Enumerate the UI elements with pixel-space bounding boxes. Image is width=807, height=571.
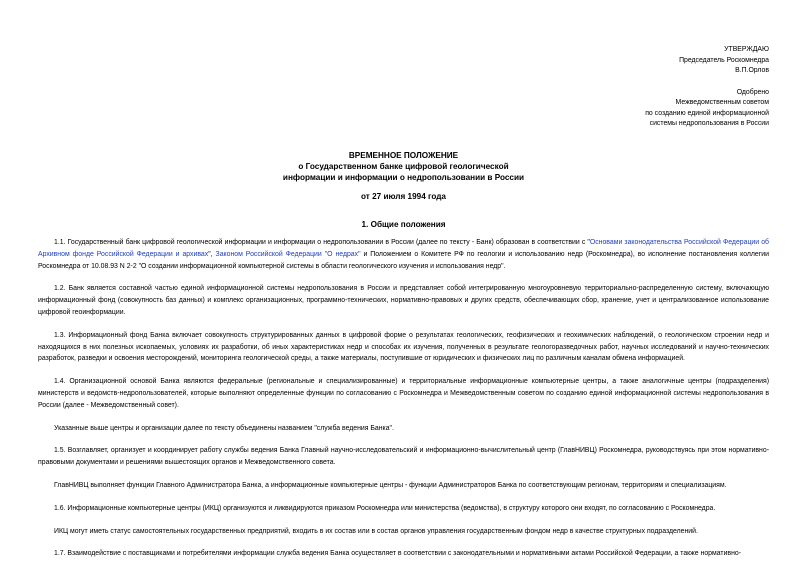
title-line-3: информации и информации о недропользовании в России [282, 173, 525, 182]
paragraph-glavnivc: ГлавНИВЦ выполняет функции Главного Администратора Банка, а информационные компьютерные центры - функции Администраторов Банка по соответствующим регионам, территориям и специализациям. [54, 481, 727, 489]
approval-block [645, 45, 769, 130]
paragraph-1-7: 1.7. Взаимодействие с поставщиками и потребителями информации служба ведения Банка осуществляет в соответствии с законодательными и нормативными актами Российской Федерации, а также нормативно- [54, 550, 742, 558]
paragraph-1-6: 1.6. Информационные компьютерные центры (ИКЦ) организуются и ликвидируются приказом Роскомнедра или министерства (ведомства), в структуру которого они входят, по согласованию с Роскомнедра. [54, 504, 716, 512]
document-title [0, 150, 807, 183]
approver-position: Председатель Роскомнедра [679, 56, 769, 64]
paragraph-1-3: 1.3. Информационный фонд Банка включает совокупность структурированных данных в цифровой форме о результатах геологических, геофизических и геохимических наблюдений, о геологическом строении недр и находящихся в них полезных ископаемых, условиях их разработки, об иных характеристиках недр и способах их изучения, полученных в результате геологоразведочных работ, научных исследований и научно-технических разработок, разведки и освоения месторождений, мониторинга геологической среды, а также материалы, поступившие от юридических и физических лиц по различным каналам обмена информацией. [38, 331, 769, 363]
approved-label: УТВЕРЖДАЮ [724, 46, 769, 53]
endorsed-label: Одобрено [736, 88, 769, 96]
paragraph-text: 1.1. Государственный банк цифровой геологической информации и информации о недропользовании в России (далее по тексту - Банк) образован в соответствии с " [54, 239, 590, 246]
council-line-1: Межведомственным советом [675, 99, 769, 106]
paragraph-text: и Положением о Комитете РФ по геологии и использованию недр (Роскомнедра), во исполнение постановления коллегии Роскомнедра от 10.08.93 N 2-2 "О создании информационной компьютерной системы в области геологического изучения и использования недр". [38, 250, 769, 270]
approver-name: В.П.Орлов [735, 67, 769, 74]
council-line-3: системы недропользования в России [649, 120, 769, 127]
section-title: 1. Общие положения [361, 220, 446, 229]
paragraph-1-4: 1.4. Организационной основой Банка являются федеральные (региональные и специализированные) и территориальные информационные компьютерные центры, а также аналогичные центры (подразделения) министерств и ведомств-недропользователей, которые выполняют определенные функции по согласованию с Роскомнедра и Межведомственным советом по созданию единой информационной системы недропользования в России (далее - Межведомственный совет). [38, 378, 769, 409]
council-line-2: по созданию единой информационной [645, 109, 769, 117]
title-line-2: о Государственном банке цифровой геологической [298, 162, 509, 171]
document-date: от 27 июля 1994 года [361, 192, 446, 201]
paragraph-1-5: 1.5. Возглавляет, организует и координирует работу службы ведения Банка Главный научно-исследовательский и информационно-вычислительный центр (ГлавНИВЦ) Роскомнедра, руководствуясь при этом нормативно-правовыми документами и решениями вышестоящих органов и Межведомственного совета. [38, 447, 769, 467]
link-subsoil-law[interactable]: Законом Российской Федерации "О недрах" [215, 250, 361, 258]
title-line-1: ВРЕМЕННОЕ ПОЛОЖЕНИЕ [348, 151, 459, 160]
paragraph-service-name: Указанные выше центры и организации далее по тексту объединены названием "служба ведения Банка". [54, 424, 394, 432]
spacer [645, 77, 769, 88]
paragraph-1-1 [38, 237, 769, 272]
paragraph-1-2: 1.2. Банк является составной частью единой информационной системы недропользования в России и представляет собой интегрированную многоуровневую территориально-распределенную систему, включающую информационный фонд (совокупность баз данных) и комплекс организационных, программно-технических, нормативно-правовых и других средств, обеспечивающих сбор, хранение, учет и централизованное использование цифровой геоинформации. [38, 285, 769, 316]
document-body [38, 237, 769, 571]
link-archive-law[interactable]: Основами законодательства Российской Федерации об Архивном фонде Российской Федерации и архивах [38, 239, 770, 258]
paragraph-text: ", [208, 250, 216, 258]
paragraph-ikc-status: ИКЦ могут иметь статус самостоятельных государственных предприятий, входить в их состав или в состав органов управления государственным фондом недр в качестве структурных подразделений. [54, 527, 698, 535]
